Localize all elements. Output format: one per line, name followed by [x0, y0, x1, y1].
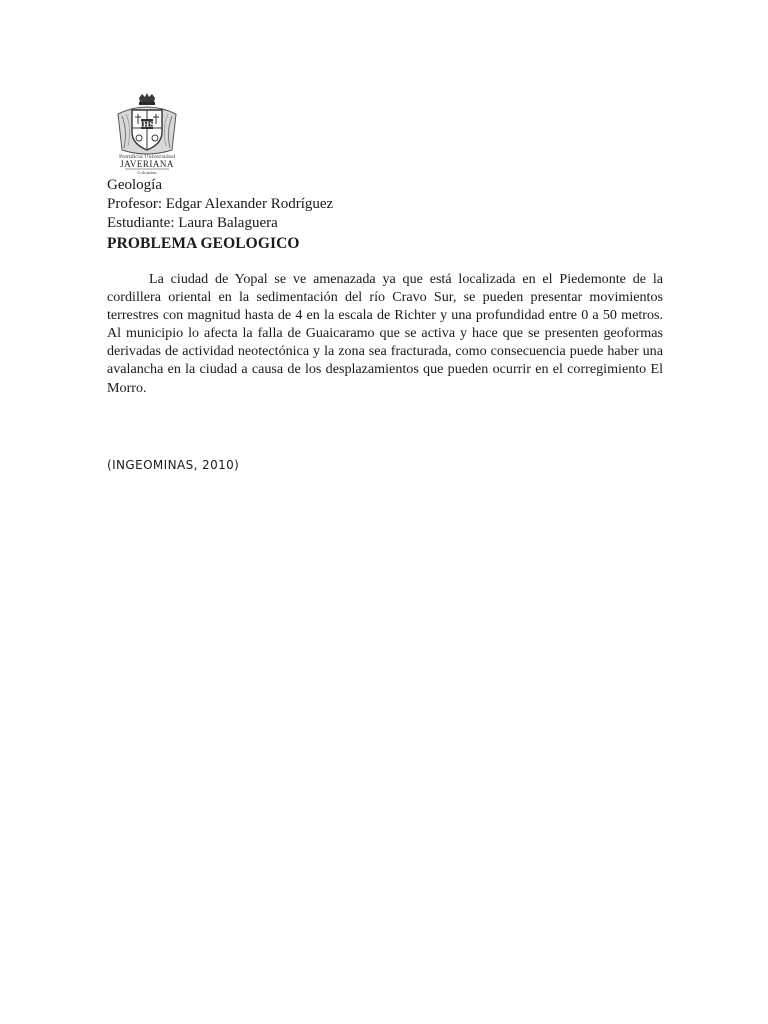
logo-institution-name: JAVERIANA: [120, 159, 174, 169]
university-crest-logo: [108, 92, 186, 176]
student-line: Estudiante: Laura Balaguera: [107, 215, 278, 231]
professor-line: Profesor: Edgar Alexander Rodríguez: [107, 196, 334, 212]
svg-text:IHS: IHS: [139, 120, 155, 129]
subject-line: Geología: [107, 177, 162, 193]
logo-institution-line1: Pontificia Universidad: [118, 154, 176, 160]
document-header: [107, 176, 667, 254]
citation: (INGEOMINAS, 2010): [107, 458, 240, 472]
logo-institution-city: Colombia: [137, 170, 157, 175]
document-title: PROBLEMA GEOLOGICO: [107, 235, 300, 252]
university-crest-icon: [108, 92, 186, 176]
body-paragraph: La ciudad de Yopal se ve amenazada ya que está localizada en el Piedemonte de la cordillera oriental en la sedimentación del río Cravo Sur, se pueden presentar movimientos terrestres con magnitud hasta de 4 en la escala de Richter y una profundidad entre 0 a 50 metros. Al municipio lo afecta la falla de Guaicaramo que se activa y hace que se presenten geoformas derivadas de actividad neotectónica y la zona sea fracturada, como consecuencia puede haber una avalancha en la ciudad a causa de los desplazamientos que pueden ocurrir en el corregimiento El Morro.: [107, 271, 663, 396]
